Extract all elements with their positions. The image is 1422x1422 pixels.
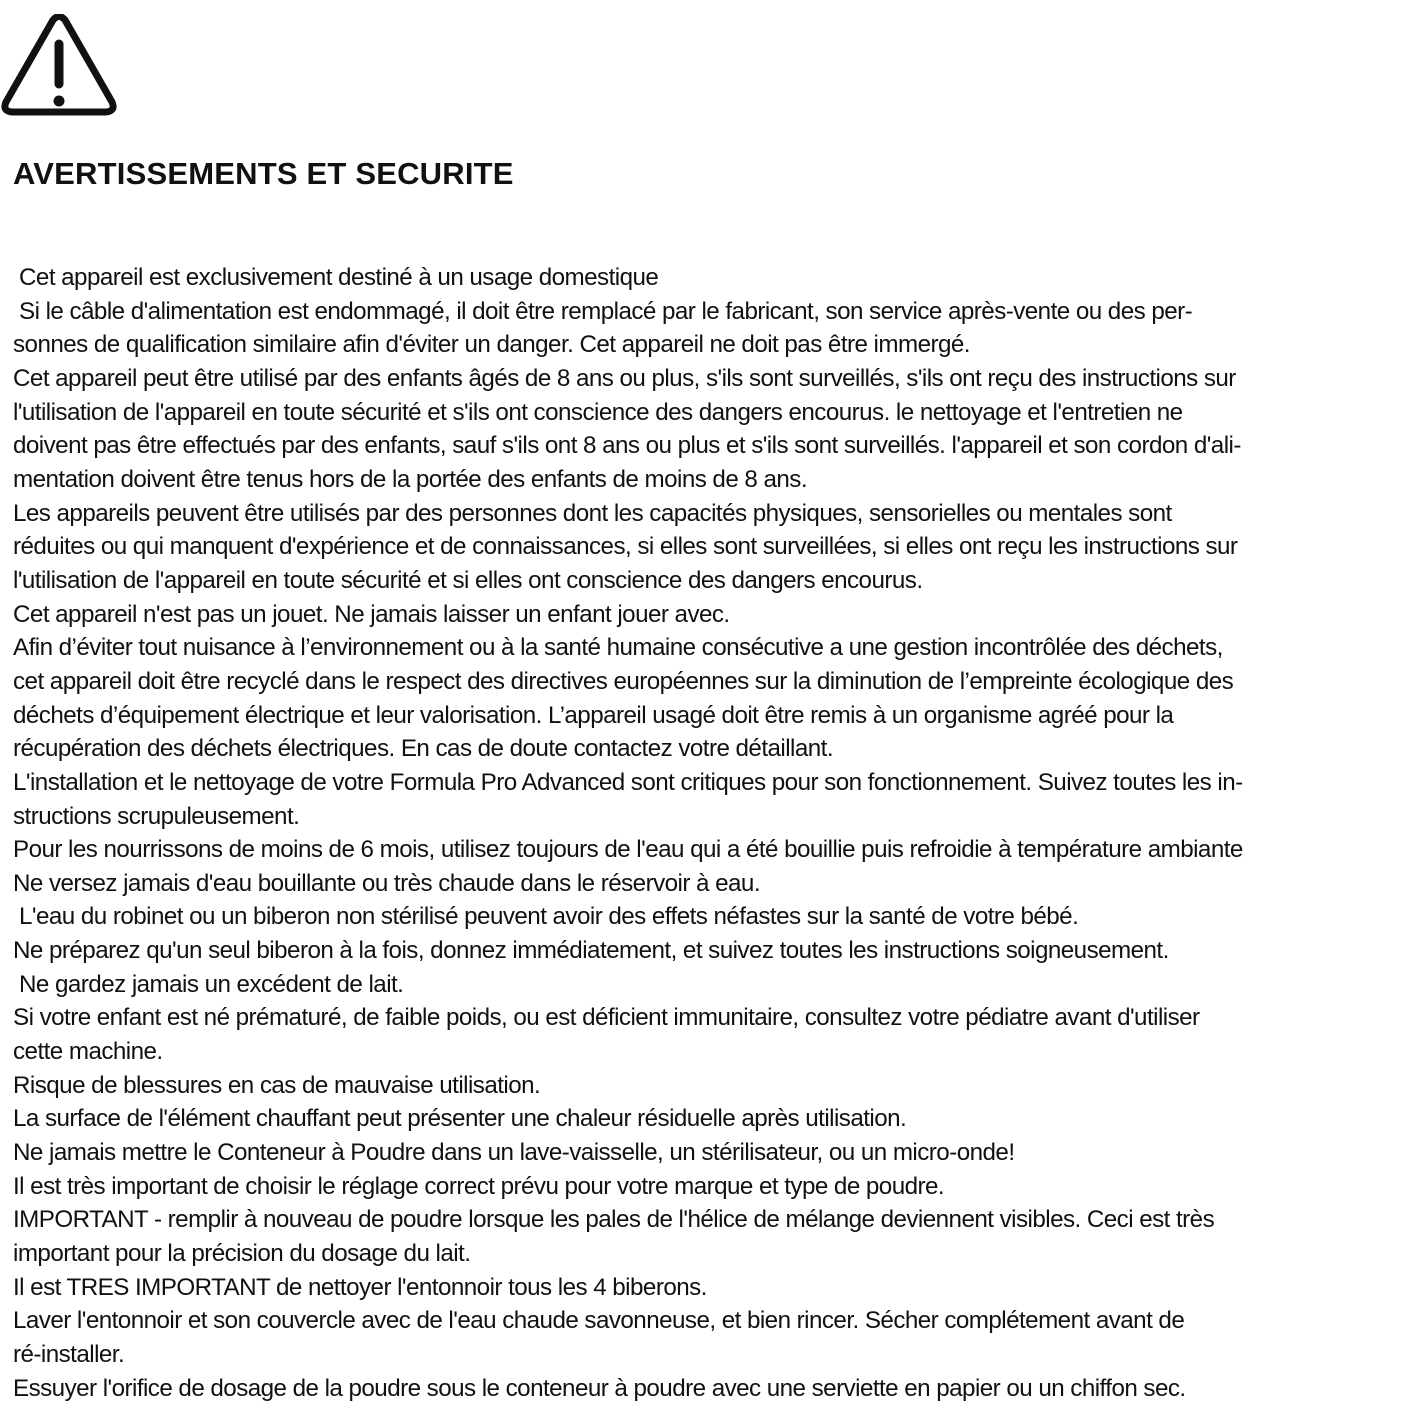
text-line: Essuyer l'orifice de dosage de la poudre sous le conteneur à poudre avec une serviette en papier ou un chiffon sec. [13, 1374, 1186, 1402]
text-line: Laver l'entonnoir et son couvercle avec de l'eau chaude savonneuse, et bien rincer. Sécher complétement avant de [13, 1307, 1185, 1335]
text-line: réduites ou qui manquent d'expérience et de connaissances, si elles sont surveillées, si elles ont reçu les instructions sur [13, 533, 1238, 561]
page-title: AVERTISSEMENTS ET SECURITE [13, 156, 514, 191]
text-line: Il est très important de choisir le réglage correct prévu pour votre marque et type de poudre. [13, 1172, 945, 1200]
text-line: Pour les nourrissons de moins de 6 mois, utilisez toujours de l'eau qui a été bouillie puis refroidie à température ambiante [13, 836, 1243, 864]
text-line: Cet appareil est exclusivement destiné à un usage domestique [19, 264, 659, 291]
text-line: cet appareil doit être recyclé dans le respect des directives européennes sur la diminution de l’empreinte écologique des [13, 667, 1234, 695]
text-line: l'utilisation de l'appareil en toute sécurité et s'ils ont conscience des dangers encourus. le nettoyage et l'entretien ne [13, 398, 1183, 426]
text-line: L'installation et le nettoyage de votre Formula Pro Advanced sont critiques pour son fonctionnement. Suivez toutes les in- [13, 768, 1243, 796]
text-line: doivent pas être effectués par des enfants, sauf s'ils ont 8 ans ou plus et s'ils sont surveillés. l'appareil et son cordon d'ali- [13, 432, 1241, 460]
text-line: cette machine. [13, 1038, 163, 1066]
text-line: Ne versez jamais d'eau bouillante ou très chaude dans le réservoir à eau. [13, 869, 760, 897]
text-line: mentation doivent être tenus hors de la portée des enfants de moins de 8 ans. [13, 465, 807, 493]
text-line: ré-installer. [13, 1341, 125, 1368]
text-line: IMPORTANT - remplir à nouveau de poudre lorsque les pales de l'hélice de mélange deviennent visibles. Ceci est très [13, 1206, 1215, 1234]
text-line: Afin d’éviter tout nuisance à l’environnement ou à la santé humaine consécutive a une gestion incontrôlée des déchets, [13, 634, 1223, 662]
text-line: Ne gardez jamais un excédent de lait. [19, 970, 404, 998]
text-line: Cet appareil n'est pas un jouet. Ne jamais laisser un enfant jouer avec. [13, 600, 730, 628]
text-line: l'utilisation de l'appareil en toute sécurité et si elles ont conscience des dangers encourus. [13, 566, 923, 594]
text-line: récupération des déchets électriques. En cas de doute contactez votre détaillant. [13, 735, 834, 763]
text-line: Si le câble d'alimentation est endommagé, il doit être remplacé par le fabricant, son service après-vente ou des per- [19, 297, 1193, 325]
text-line: Ne préparez qu'un seul biberon à la fois, donnez immédiatement, et suivez toutes les instructions soigneusement. [13, 937, 1169, 965]
safety-text-block [13, 261, 1418, 1405]
text-line: Les appareils peuvent être utilisés par des personnes dont les capacités physiques, sensorielles ou mentales sont [13, 499, 1172, 527]
text-line: structions scrupuleusement. [13, 802, 300, 830]
text-line: Il est TRES IMPORTANT de nettoyer l'entonnoir tous les 4 biberons. [13, 1273, 707, 1301]
text-line: sonnes de qualification similaire afin d'éviter un danger. Cet appareil ne doit pas être immergé. [13, 331, 970, 359]
text-line: L'eau du robinet ou un biberon non stérilisé peuvent avoir des effets néfastes sur la santé de votre bébé. [19, 903, 1079, 931]
text-line: déchets d’équipement électrique et leur valorisation. L’appareil usagé doit être remis à un organisme agréé pour la [13, 701, 1174, 729]
text-line: La surface de l'élément chauffant peut présenter une chaleur résiduelle après utilisation. [13, 1105, 907, 1133]
text-line: Risque de blessures en cas de mauvaise utilisation. [13, 1071, 541, 1099]
text-line: important pour la précision du dosage du lait. [13, 1240, 471, 1268]
text-line: Cet appareil peut être utilisé par des enfants âgés de 8 ans ou plus, s'ils sont surveillés, s'ils ont reçu des instructions sur [13, 364, 1236, 392]
warning-triangle-icon [0, 14, 118, 122]
text-line: Ne jamais mettre le Conteneur à Poudre dans un lave-vaisselle, un stérilisateur, ou un micro-onde! [13, 1139, 1015, 1167]
text-line: Si votre enfant est né prématuré, de faible poids, ou est déficient immunitaire, consultez votre pédiatre avant d'utiliser [13, 1004, 1200, 1032]
